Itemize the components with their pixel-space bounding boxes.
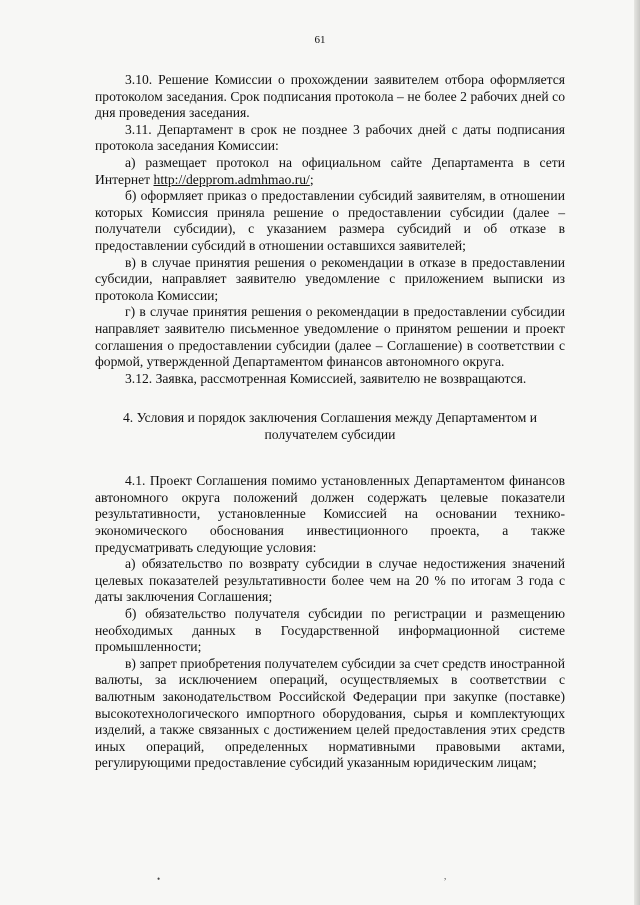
document-body [95,72,565,772]
paragraph-4-1: 4.1. Проект Соглашения помимо установленных Департаментом финансов автономного округа положений должен содержать целевые показатели результативности, установленные Комиссией на основании технико-экономического обоснования инвестиционного проекта, а также предусматривать следующие условия: [95,473,565,555]
paragraph-3-11-b: б) оформляет приказ о предоставлении субсидий заявителям, в отношении которых Комиссия приняла решение о предоставлении субсидии (далее – получатели субсидии), с указанием размера субсидий и об отказе в предоставлении субсидий в отношении оставшихся заявителей; [95,188,565,253]
scan-dot-left: • [157,874,161,884]
section-4-heading-line-1: 4. Условия и порядок заключения Соглашения между Департаментом и [123,410,537,426]
paragraph-3-11: 3.11. Департамент в срок не позднее 3 рабочих дней с даты подписания протокола заседания Комиссии: [95,121,565,154]
department-website-link[interactable]: http://depprom.admhmao.ru/ [153,171,310,187]
page-number: 61 [314,34,326,46]
paragraph-3-11-g: г) в случае принятия решения о рекомендации в предоставлении субсидии направляет заявителю письменное уведомление о принятом решении и проект соглашения о предоставлении субсидии (далее – Соглашение) в соответствии с формой, утвержденной Департаментом финансов автономного округа. [95,304,565,370]
paragraph-3-11-a-end: ; [309,171,314,187]
paragraph-4-1-a: а) обязательство по возврату субсидии в случае недостижения значений целевых показателей результативности более чем на 20 % по итогам 3 года с даты заключения Соглашения; [95,556,565,605]
paragraph-3-12: 3.12. Заявка, рассмотренная Комиссией, заявителю не возвращаются. [125,370,527,386]
paragraph-3-11-v: в) в случае принятия решения о рекомендации в отказе в предоставлении субсидии, направляет заявителю уведомление с приложением выписки из протокола Комиссии; [95,254,565,303]
paragraph-3-10: 3.10. Решение Комиссии о прохождении заявителем отбора оформляется протоколом заседания. Срок подписания протокола – не более 2 рабочих дней со дня проведения заседания. [95,72,565,121]
scan-dot-right: , [444,871,447,881]
section-4-heading-line-2: получателем субсидии [264,427,396,443]
paragraph-3-11-a-text: а) размещает протокол на официальном сайте Департамента в сети Интернет [95,154,565,187]
paragraph-3-11-a [95,155,565,188]
section-4-heading [95,409,565,443]
paragraph-4-1-b: б) обязательство получателя субсидии по регистрации и размещению необходимых данных в Государственной информационной системе промышленности; [95,606,565,655]
paragraph-4-1-v: в) запрет приобретения получателем субсидии за счет средств иностранной валюты, за исключением операций, осуществляемых в соответствии с валютным законодательством Российской Федерации при закупке (поставке) высокотехнологического импортного оборудования, сырья и комплектующих изделий, а также связанных с достижением целей предоставления этих средств иных операций, определенных нормативными правовыми актами, регулирующими предоставление субсидий указанным юридическим лицам; [95,655,565,771]
page-edge-shadow [634,0,640,905]
